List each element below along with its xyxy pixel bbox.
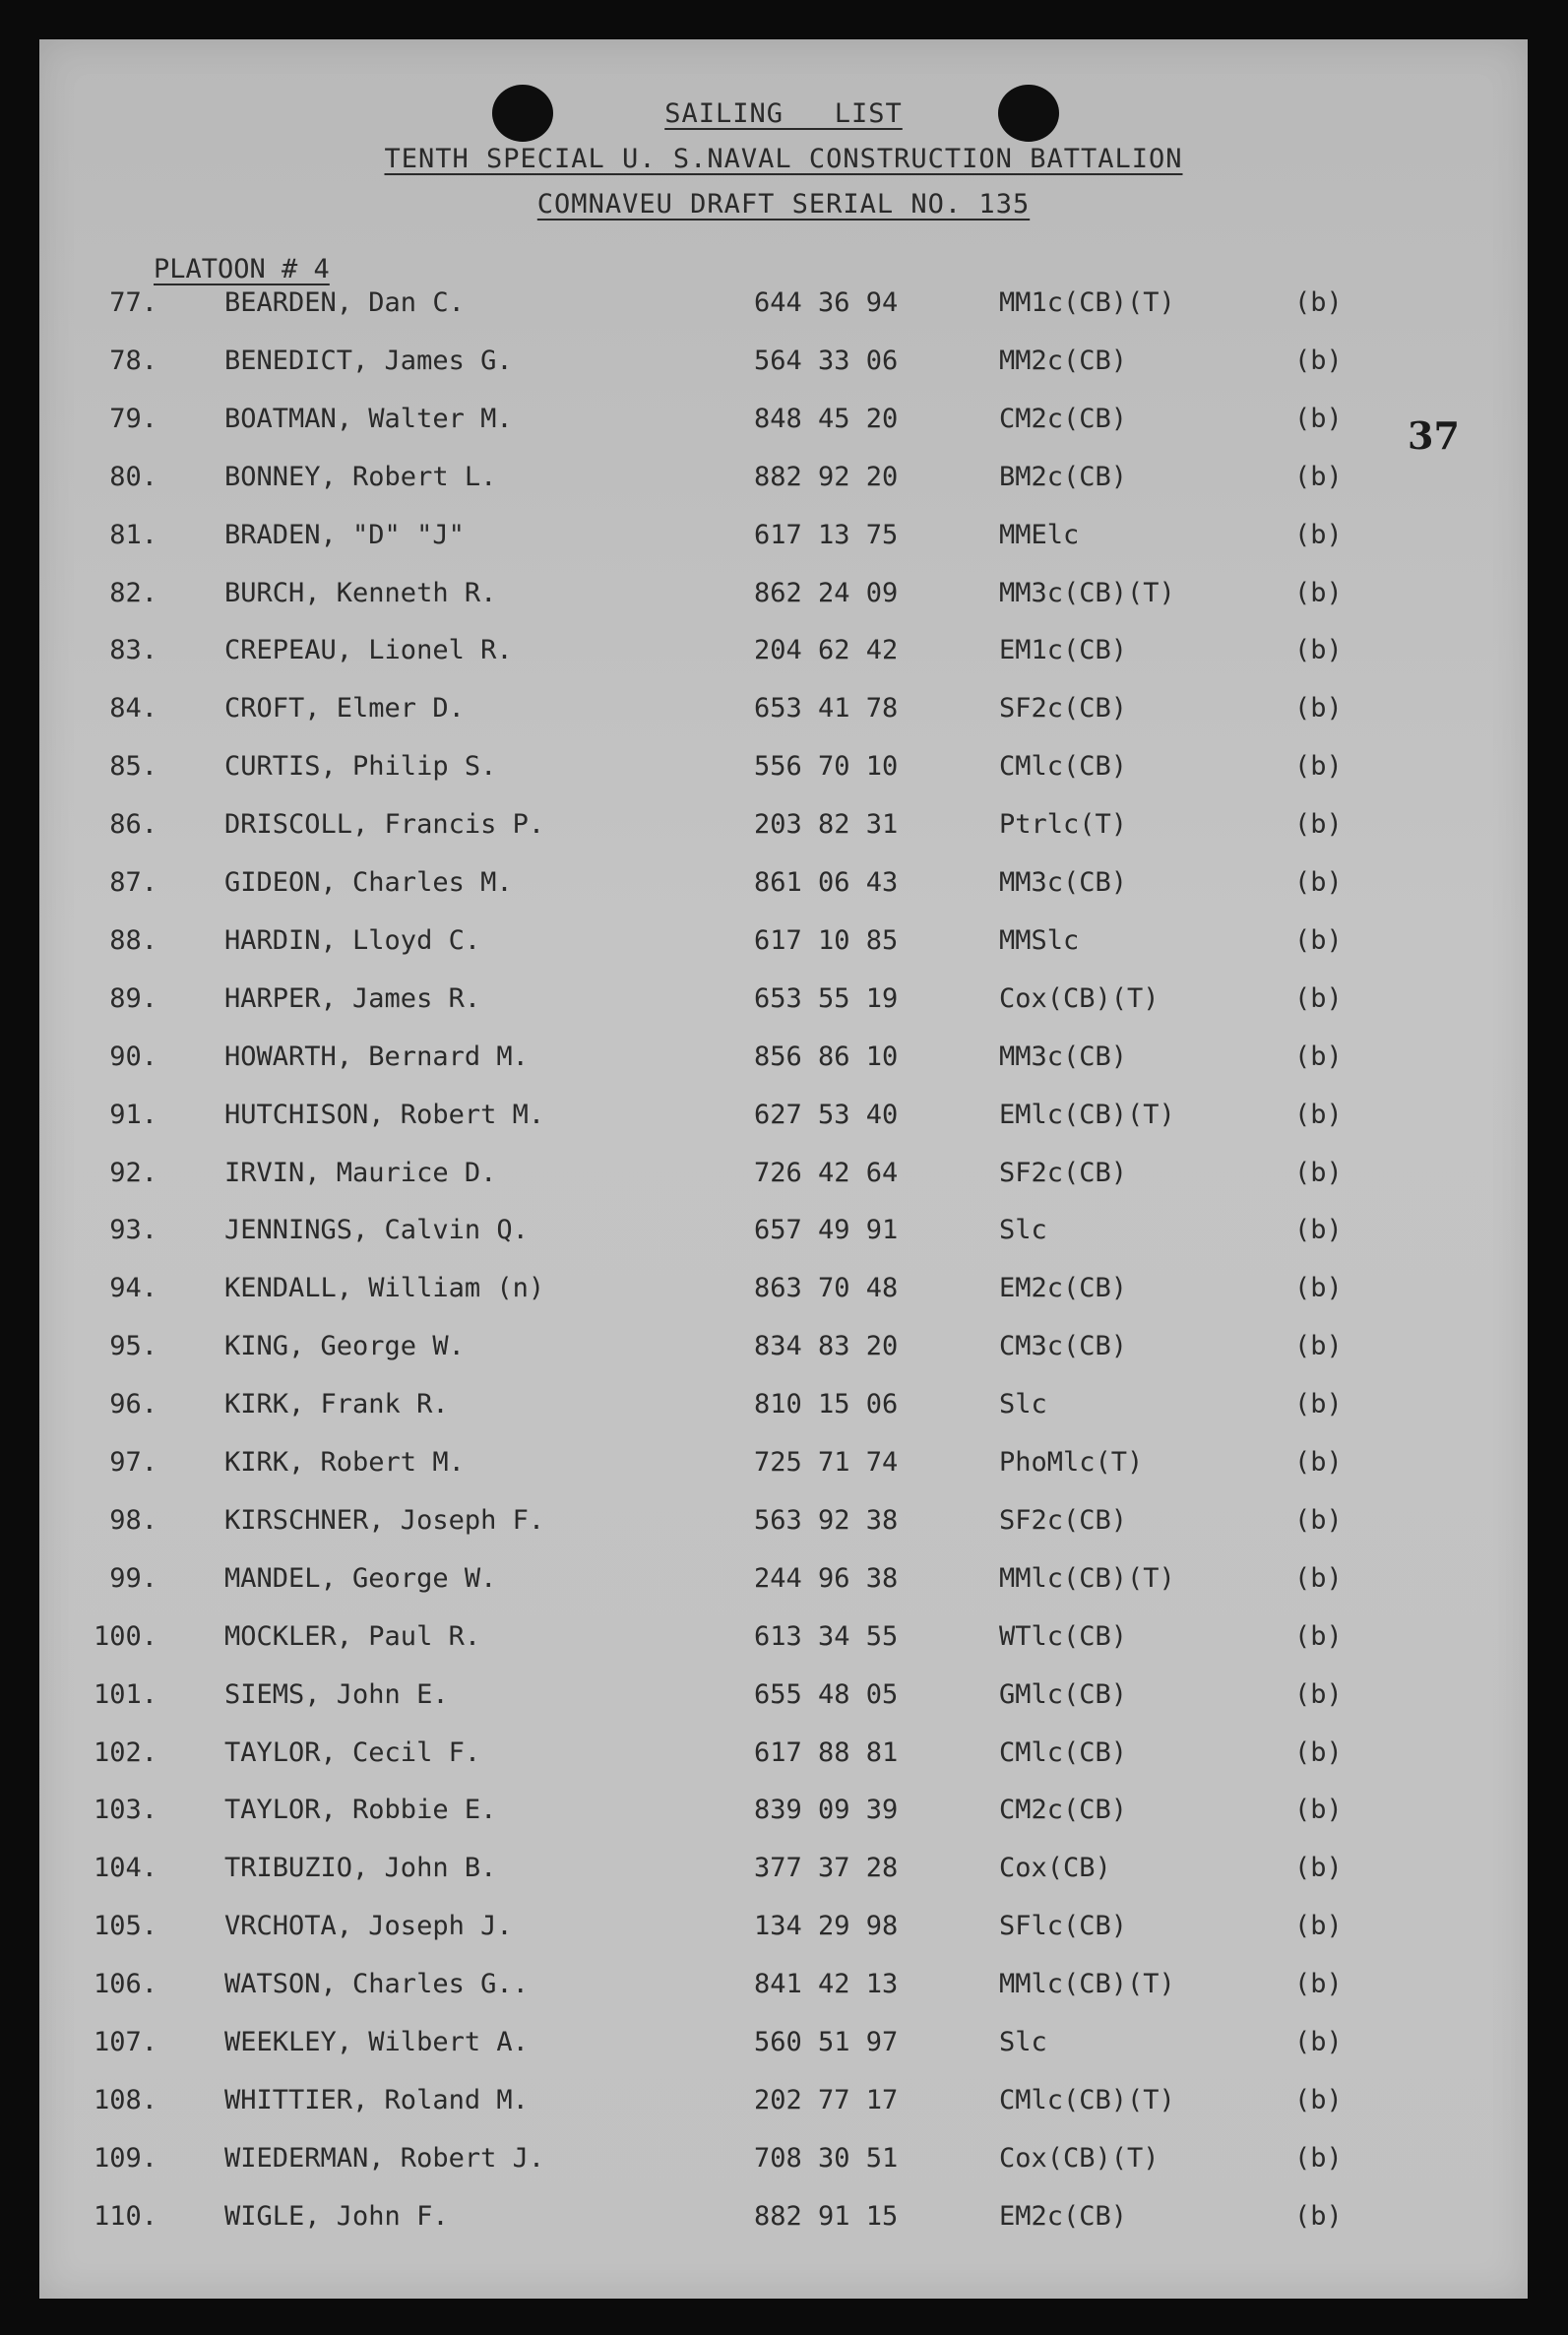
entry-number: 108. [93, 2084, 157, 2115]
status-code: (b) [1294, 2027, 1343, 2057]
sailor-name: SIEMS, John E. [224, 1678, 449, 1710]
service-number: 810 15 06 [754, 1389, 899, 1420]
sailor-name: BRADEN, "D" "J" [224, 519, 465, 550]
service-number: 202 77 17 [754, 2084, 899, 2115]
service-number: 882 92 20 [754, 461, 899, 492]
rating: MMlc(CB)(T) [999, 1562, 1175, 1594]
service-number: 617 10 85 [754, 924, 899, 956]
entry-number: 77. [109, 287, 157, 318]
roster-row [39, 462, 1528, 501]
sailor-name: WHITTIER, Roland M. [224, 2084, 529, 2115]
sailor-name: HARDIN, Lloyd C. [224, 924, 481, 956]
status-code: (b) [1294, 1273, 1343, 1304]
rating: GMlc(CB) [999, 1678, 1128, 1710]
entry-number: 109. [93, 2142, 157, 2174]
service-number: 861 06 43 [754, 867, 899, 898]
status-code: (b) [1294, 2084, 1343, 2115]
service-number: 834 83 20 [754, 1331, 899, 1362]
status-code: (b) [1294, 1041, 1343, 1072]
sailor-name: KING, George W. [224, 1331, 465, 1362]
rating: SF2c(CB) [999, 693, 1128, 725]
roster-row [39, 1100, 1528, 1139]
rating: WTlc(CB) [999, 1620, 1128, 1652]
entry-number: 80. [109, 461, 157, 492]
entry-number: 106. [93, 1969, 157, 2000]
roster-row [39, 1041, 1528, 1081]
service-number: 882 91 15 [754, 2200, 899, 2232]
rating: EMlc(CB)(T) [999, 1099, 1175, 1130]
status-code: (b) [1294, 693, 1343, 725]
roster-row [39, 1563, 1528, 1603]
rating: Slc [999, 2027, 1047, 2057]
entry-number: 91. [109, 1099, 157, 1130]
entry-number: 85. [109, 751, 157, 783]
roster-row [39, 287, 1528, 327]
sailor-name: GIDEON, Charles M. [224, 867, 513, 898]
roster-row [39, 1158, 1528, 1197]
rating: PhoMlc(T) [999, 1447, 1144, 1478]
service-number: 862 24 09 [754, 577, 899, 608]
service-number: 839 09 39 [754, 1795, 899, 1826]
entry-number: 83. [109, 635, 157, 666]
entry-number: 98. [109, 1504, 157, 1536]
entry-number: 101. [93, 1678, 157, 1710]
status-code: (b) [1294, 1911, 1343, 1942]
status-code: (b) [1294, 1504, 1343, 1536]
service-number: 564 33 06 [754, 345, 899, 376]
sailor-name: JENNINGS, Calvin Q. [224, 1215, 529, 1246]
service-number: 563 92 38 [754, 1504, 899, 1536]
entry-number: 96. [109, 1389, 157, 1420]
status-code: (b) [1294, 519, 1343, 550]
rating: Slc [999, 1389, 1047, 1420]
rating: Cox(CB)(T) [999, 2142, 1160, 2174]
status-code: (b) [1294, 1157, 1343, 1188]
rating: MMSlc [999, 924, 1080, 956]
roster-row [39, 1621, 1528, 1661]
rating: Cox(CB) [999, 1853, 1111, 1884]
service-number: 377 37 28 [754, 1853, 899, 1884]
sailor-name: KIRK, Frank R. [224, 1389, 449, 1420]
entry-number: 87. [109, 867, 157, 898]
entry-number: 94. [109, 1273, 157, 1304]
entry-number: 95. [109, 1331, 157, 1362]
service-number: 560 51 97 [754, 2027, 899, 2057]
rating: EM2c(CB) [999, 2200, 1128, 2232]
status-code: (b) [1294, 809, 1343, 841]
status-code: (b) [1294, 924, 1343, 956]
entry-number: 99. [109, 1562, 157, 1594]
sailor-name: WIGLE, John F. [224, 2200, 449, 2232]
rating: MM3c(CB) [999, 867, 1128, 898]
service-number: 856 86 10 [754, 1041, 899, 1072]
sailor-name: MOCKLER, Paul R. [224, 1620, 481, 1652]
service-number: 203 82 31 [754, 809, 899, 841]
status-code: (b) [1294, 1215, 1343, 1246]
roster-row [39, 1737, 1528, 1777]
status-code: (b) [1294, 1678, 1343, 1710]
sailor-name: KIRSCHNER, Joseph F. [224, 1504, 545, 1536]
service-number: 244 96 38 [754, 1562, 899, 1594]
draft-serial: COMNAVEU DRAFT SERIAL NO. 135 [536, 189, 1031, 220]
service-number: 556 70 10 [754, 751, 899, 783]
service-number: 725 71 74 [754, 1447, 899, 1478]
status-code: (b) [1294, 635, 1343, 666]
service-number: 204 62 42 [754, 635, 899, 666]
roster-row [39, 1331, 1528, 1370]
rating: Cox(CB)(T) [999, 982, 1160, 1014]
roster-row [39, 809, 1528, 849]
rating: MM3c(CB) [999, 1041, 1128, 1072]
sailor-name: BENEDICT, James G. [224, 345, 513, 376]
status-code: (b) [1294, 1853, 1343, 1884]
service-number: 863 70 48 [754, 1273, 899, 1304]
status-code: (b) [1294, 1562, 1343, 1594]
service-number: 613 34 55 [754, 1620, 899, 1652]
status-code: (b) [1294, 1447, 1343, 1478]
sailor-name: BEARDEN, Dan C. [224, 287, 465, 318]
page-number: 37 [1408, 413, 1460, 458]
sailor-name: HUTCHISON, Robert M. [224, 1099, 545, 1130]
status-code: (b) [1294, 982, 1343, 1014]
sailor-name: BOATMAN, Walter M. [224, 403, 513, 434]
service-number: 657 49 91 [754, 1215, 899, 1246]
sailor-name: MANDEL, George W. [224, 1562, 497, 1594]
rating: EM1c(CB) [999, 635, 1128, 666]
roster-row [39, 693, 1528, 732]
entry-number: 81. [109, 519, 157, 550]
roster-row [39, 1215, 1528, 1254]
rating: MM3c(CB)(T) [999, 577, 1175, 608]
service-number: 848 45 20 [754, 403, 899, 434]
sailor-name: TRIBUZIO, John B. [224, 1853, 497, 1884]
status-code: (b) [1294, 287, 1343, 318]
entry-number: 97. [109, 1447, 157, 1478]
rating: Slc [999, 1215, 1047, 1246]
sailor-name: WIEDERMAN, Robert J. [224, 2142, 545, 2174]
sailor-name: KIRK, Robert M. [224, 1447, 465, 1478]
roster-row [39, 2143, 1528, 2182]
roster-row [39, 1273, 1528, 1312]
rating: CM3c(CB) [999, 1331, 1128, 1362]
roster-row [39, 925, 1528, 965]
status-code: (b) [1294, 403, 1343, 434]
roster-row [39, 2201, 1528, 2240]
rating: CM2c(CB) [999, 403, 1128, 434]
document-page [39, 39, 1528, 2299]
rating: MMElc [999, 519, 1080, 550]
rating: SFlc(CB) [999, 1911, 1128, 1942]
service-number: 653 41 78 [754, 693, 899, 725]
roster-row [39, 1853, 1528, 1892]
entry-number: 105. [93, 1911, 157, 1942]
status-code: (b) [1294, 1969, 1343, 2000]
rating: CMlc(CB) [999, 751, 1128, 783]
entry-number: 79. [109, 403, 157, 434]
rating: CM2c(CB) [999, 1795, 1128, 1826]
roster-row [39, 1795, 1528, 1834]
sailor-name: WEEKLEY, Wilbert A. [224, 2027, 529, 2057]
entry-number: 103. [93, 1795, 157, 1826]
service-number: 726 42 64 [754, 1157, 899, 1188]
rating: Ptrlc(T) [999, 809, 1128, 841]
status-code: (b) [1294, 345, 1343, 376]
rating: MM2c(CB) [999, 345, 1128, 376]
service-number: 653 55 19 [754, 982, 899, 1014]
rating: SF2c(CB) [999, 1157, 1128, 1188]
rating: SF2c(CB) [999, 1504, 1128, 1536]
document-title: SAILING LIST [664, 98, 903, 129]
rating: EM2c(CB) [999, 1273, 1128, 1304]
service-number: 644 36 94 [754, 287, 899, 318]
roster-row [39, 346, 1528, 385]
entry-number: 102. [93, 1736, 157, 1768]
sailor-name: HARPER, James R. [224, 982, 481, 1014]
roster-row [39, 2085, 1528, 2124]
status-code: (b) [1294, 751, 1343, 783]
entry-number: 88. [109, 924, 157, 956]
entry-number: 86. [109, 809, 157, 841]
entry-number: 107. [93, 2027, 157, 2057]
roster-row [39, 520, 1528, 559]
entry-number: 89. [109, 982, 157, 1014]
roster-row [39, 578, 1528, 617]
sailor-name: CROFT, Elmer D. [224, 693, 465, 725]
roster-row [39, 983, 1528, 1023]
rating: CMlc(CB) [999, 1736, 1128, 1768]
status-code: (b) [1294, 1099, 1343, 1130]
sailor-name: TAYLOR, Cecil F. [224, 1736, 481, 1768]
service-number: 134 29 98 [754, 1911, 899, 1942]
entry-number: 110. [93, 2200, 157, 2232]
rating: BM2c(CB) [999, 461, 1128, 492]
status-code: (b) [1294, 577, 1343, 608]
status-code: (b) [1294, 1620, 1343, 1652]
sailor-name: BONNEY, Robert L. [224, 461, 497, 492]
rating: MMlc(CB)(T) [999, 1969, 1175, 2000]
sailor-name: DRISCOLL, Francis P. [224, 809, 545, 841]
sailor-name: TAYLOR, Robbie E. [224, 1795, 497, 1826]
sailor-name: WATSON, Charles G.. [224, 1969, 529, 2000]
roster-row [39, 635, 1528, 674]
roster-row [39, 404, 1528, 443]
entry-number: 93. [109, 1215, 157, 1246]
unit-name: TENTH SPECIAL U. S.NAVAL CONSTRUCTION BATTALION [384, 144, 1183, 174]
service-number: 617 88 81 [754, 1736, 899, 1768]
entry-number: 90. [109, 1041, 157, 1072]
status-code: (b) [1294, 1736, 1343, 1768]
roster-row [39, 867, 1528, 907]
status-code: (b) [1294, 867, 1343, 898]
roster-row [39, 1911, 1528, 1950]
entry-number: 84. [109, 693, 157, 725]
sailor-name: CREPEAU, Lionel R. [224, 635, 513, 666]
status-code: (b) [1294, 1795, 1343, 1826]
roster-row [39, 1679, 1528, 1719]
entry-number: 78. [109, 345, 157, 376]
sailor-name: CURTIS, Philip S. [224, 751, 497, 783]
rating: CMlc(CB)(T) [999, 2084, 1175, 2115]
roster-row [39, 1969, 1528, 2008]
entry-number: 100. [93, 1620, 157, 1652]
roster-row [39, 1447, 1528, 1486]
sailor-name: VRCHOTA, Joseph J. [224, 1911, 513, 1942]
service-number: 708 30 51 [754, 2142, 899, 2174]
sailor-name: KENDALL, William (n) [224, 1273, 545, 1304]
status-code: (b) [1294, 1389, 1343, 1420]
roster-row [39, 2027, 1528, 2066]
service-number: 655 48 05 [754, 1678, 899, 1710]
service-number: 617 13 75 [754, 519, 899, 550]
roster-row [39, 1389, 1528, 1428]
service-number: 841 42 13 [754, 1969, 899, 2000]
entry-number: 82. [109, 577, 157, 608]
platoon-label: PLATOON # 4 [154, 254, 330, 284]
entry-number: 92. [109, 1157, 157, 1188]
sailor-name: BURCH, Kenneth R. [224, 577, 497, 608]
sailor-name: HOWARTH, Bernard M. [224, 1041, 529, 1072]
sailor-name: IRVIN, Maurice D. [224, 1157, 497, 1188]
status-code: (b) [1294, 2142, 1343, 2174]
status-code: (b) [1294, 461, 1343, 492]
entry-number: 104. [93, 1853, 157, 1884]
status-code: (b) [1294, 1331, 1343, 1362]
rating: MM1c(CB)(T) [999, 287, 1175, 318]
roster-row [39, 1505, 1528, 1545]
roster-row [39, 751, 1528, 790]
service-number: 627 53 40 [754, 1099, 899, 1130]
status-code: (b) [1294, 2200, 1343, 2232]
